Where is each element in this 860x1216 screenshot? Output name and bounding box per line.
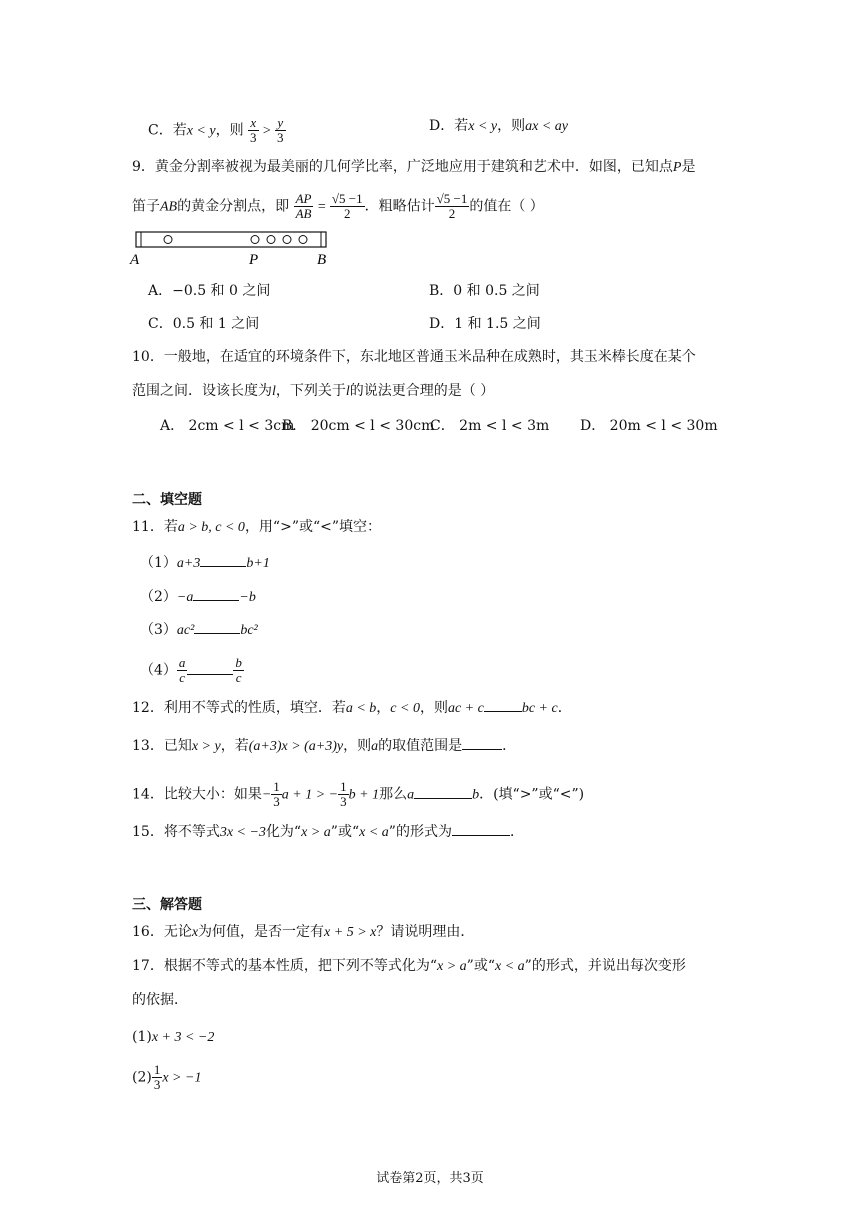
q11-sub2: （2）−a −b xyxy=(140,586,256,608)
flute-hole xyxy=(299,236,307,244)
q10-option-b: B． 20cm < l < 30cm xyxy=(282,418,435,434)
label-a: A xyxy=(130,252,140,268)
page-footer: 试卷第2页，共3页 xyxy=(376,1171,484,1186)
flute-hole xyxy=(251,236,259,244)
label-p: P xyxy=(249,252,259,268)
q10-line1: 10．一般地，在适宜的环境条件下，东北地区普通玉米品种在成熟时，其玉米棒长度在某个 xyxy=(132,349,696,365)
fraction: $\frac{1}{3}$ xyxy=(153,1062,161,1092)
flute-hole xyxy=(267,236,275,244)
q11-sub1: （1）a+3 b+1 xyxy=(140,552,270,574)
answer-blank[interactable] xyxy=(187,660,233,675)
q13: 13．已知x > y，若(a+3)x > (a+3)y，则a的取值范围是 ． xyxy=(132,735,516,757)
q9-option-b: B．0 和 0.5 之间 xyxy=(429,283,540,299)
q8-option-d: D．若x < y，则ax < ay xyxy=(429,118,568,134)
q11-head: 11．若a > b, c < 0，用“>”或“<”填空： xyxy=(132,519,382,535)
section-solve: 三、解答题 xyxy=(132,897,202,913)
q10-option-c: C． 2m < l < 3m xyxy=(430,418,550,434)
q11-sub3: （3）ac² bc² xyxy=(140,619,258,641)
q10-option-d: D． 20m < l < 30m xyxy=(580,418,718,434)
fraction-ap-ab: $\frac{AP}{AB}$ xyxy=(295,191,312,221)
q9-option-a: A．−0.5 和 0 之间 xyxy=(148,283,271,299)
q17-line1: 17．根据不等式的基本性质，把下列不等式化为“x > a”或“x < a”的形式，并说出每次变形 xyxy=(132,958,686,974)
q10-option-a: A． 2cm < l < 3cm xyxy=(160,418,295,434)
q9-option-d: D．1 和 1.5 之间 xyxy=(429,316,541,332)
answer-blank[interactable] xyxy=(200,552,246,567)
q9-line2: 笛子AB的黄金分割点，即 $\frac{AP}{AB}$ = $\frac{√5 -1}{2}$ ．粗略估计 $\frac{√5 -1}{2}$ 的值在（ ） xyxy=(132,191,544,221)
answer-blank[interactable] xyxy=(414,784,472,799)
fraction: $\frac{y}{3}$ xyxy=(277,115,284,145)
answer-blank[interactable] xyxy=(452,821,510,836)
answer-blank[interactable] xyxy=(484,697,522,712)
q15: 15．将不等式3x < −3化为“x > a”或“x < a”的形式为 ． xyxy=(132,821,524,843)
section-fill-in: 二、填空题 xyxy=(132,492,202,508)
q9-line1: 9．黄金分割率被视为最美丽的几何学比率，广泛地应用于建筑和艺术中．如图，已知点P是 xyxy=(132,159,696,175)
answer-blank[interactable] xyxy=(194,619,240,634)
flute-figure xyxy=(128,228,338,268)
fraction: $\frac{x}{3}$ xyxy=(250,115,257,145)
q8-option-c: C．若x < y，则 $\frac{x}{3}$ > $\frac{y}{3}$ xyxy=(148,115,284,145)
fraction: $\frac{1}{3}$ xyxy=(273,779,280,809)
fraction: $\frac{a}{c}$ xyxy=(178,655,186,685)
q14: 14．比较大小：如果− $\frac{1}{3}$ a + 1 > − $\frac{1}{3}$ b + 1那么a b．(填“>”或“<”) xyxy=(132,779,585,809)
label-b: B xyxy=(317,252,327,268)
flute-hole xyxy=(164,236,172,244)
q17-sub2: (2) $\frac{1}{3}$ x > −1 xyxy=(132,1062,202,1092)
fraction: $\frac{1}{3}$ xyxy=(340,779,347,809)
q9-option-c: C．0.5 和 1 之间 xyxy=(148,316,260,332)
fraction-golden: $\frac{√5 -1}{2}$ xyxy=(331,191,363,221)
answer-blank[interactable] xyxy=(193,586,239,601)
q17-sub1: (1)x + 3 < −2 xyxy=(132,1029,215,1045)
q17-line2: 的依据． xyxy=(132,992,188,1008)
fraction-golden: $\frac{√5 -1}{2}$ xyxy=(436,191,468,221)
q12: 12．利用不等式的性质，填空．若a < b，c < 0，则ac + c bc + c． xyxy=(132,697,572,719)
flute-hole xyxy=(283,236,291,244)
q10-line2: 范围之间．设该长度为l，下列关于l的说法更合理的是（ ） xyxy=(132,383,495,399)
fraction: $\frac{b}{c}$ xyxy=(235,655,242,685)
q16: 16．无论x为何值，是否一定有x + 5 > x？请说明理由． xyxy=(132,924,475,940)
answer-blank[interactable] xyxy=(462,735,502,750)
q11-sub4: （4） $\frac{a}{c}$ $\frac{b}{c}$ xyxy=(140,655,242,685)
